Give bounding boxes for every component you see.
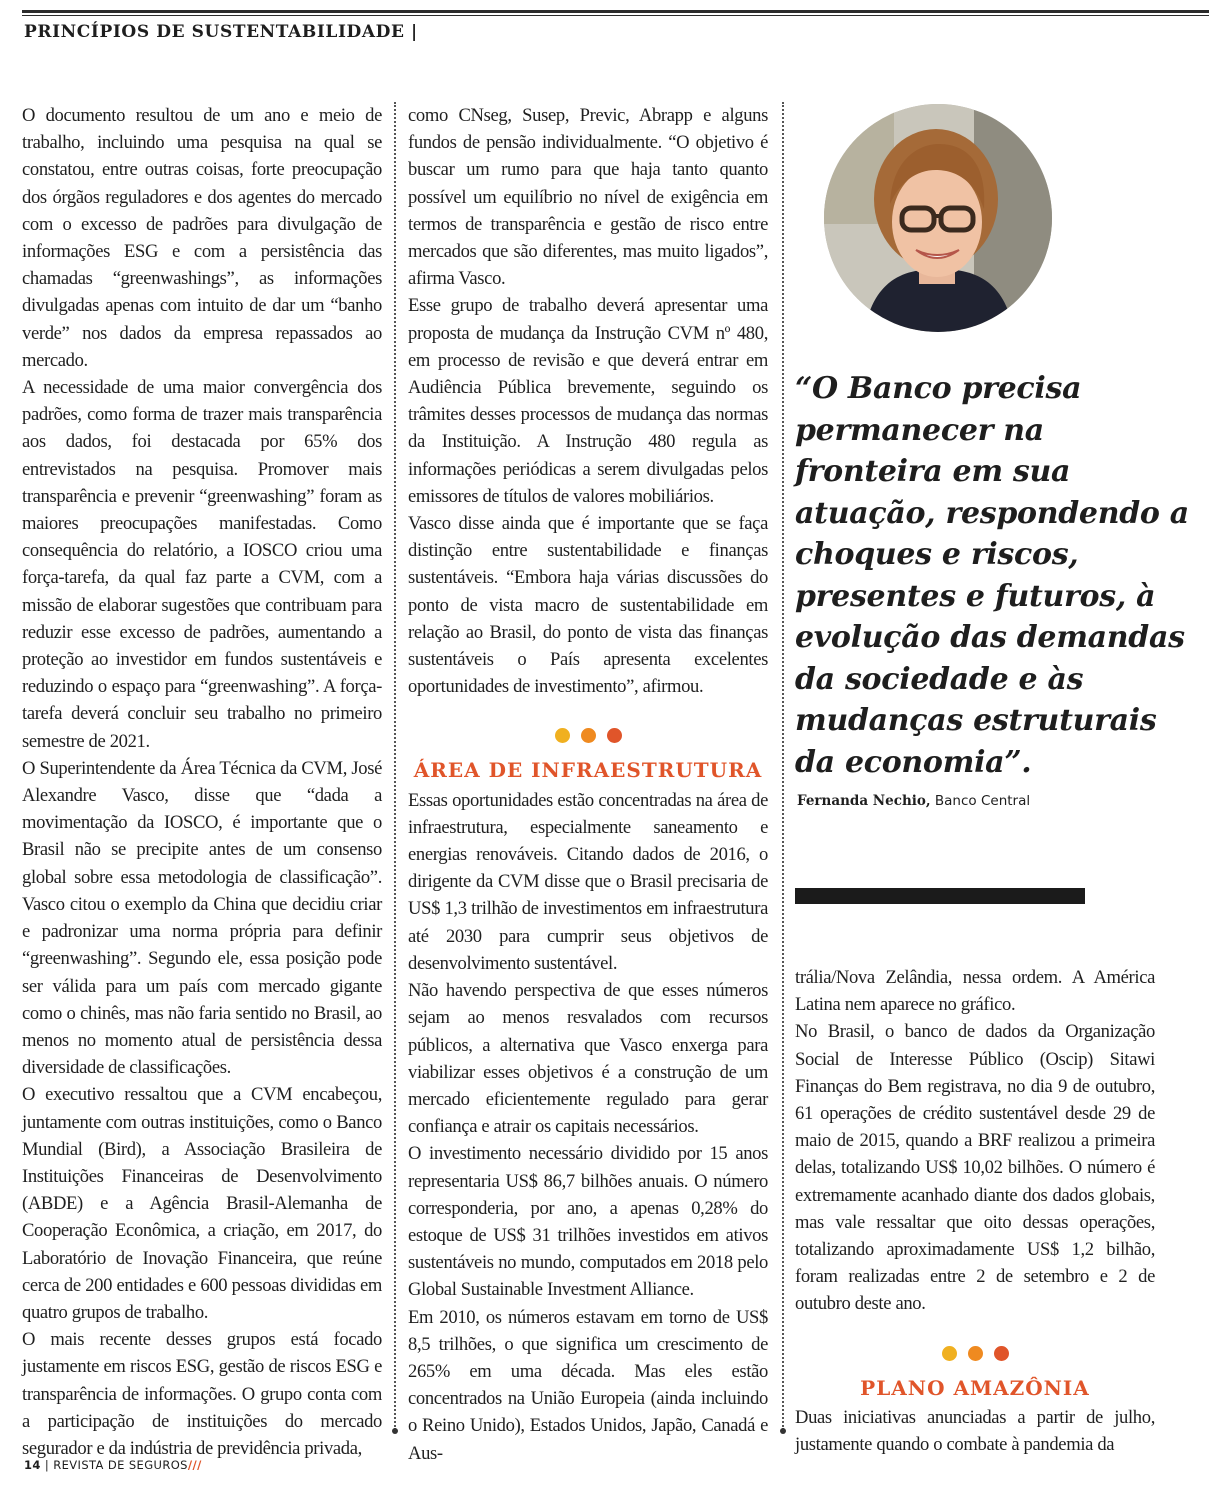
pull-quote: “O Banco precisa permanecer na fronteira em sua atuação, respondendo a choques e riscos, presentes e futuros, à evolução das demandas da sociedade e às mudanças estruturais da economia”. [795,371,1189,780]
article-column-2 [408,102,768,1467]
quote-author-name: Fernanda Nechio, [797,793,931,809]
decorative-black-bar [795,888,1085,904]
portrait-photo [824,104,1052,332]
paragraph: Duas iniciativas anunciadas a partir de julho, justamente quando o combate à pandemia da [795,1406,1155,1456]
paragraph: A necessidade de uma maior convergência dos padrões, como forma de trazer mais transparência aos dados, foi destacada por 65% dos entrevistados na pesquisa. Promover mais transparência e prevenir “greenwashing” foram as maiores preocupações manifestadas. Como consequência do relatório, a IOSCO criou uma força-tarefa, da qual faz parte a CVM, com a missão de elaborar sugestões que contribuam para reduzir esse excesso de padrões, aumentando a proteção ao investidor em fundos sustentáveis e reduzindo o espaço para “greenwashing”. A força-tarefa deverá concluir seu trabalho no primeiro semestre de 2021. [22,377,382,752]
section-dots-ornament [795,1346,1155,1361]
ornament-dot [994,1346,1009,1361]
page-footer [24,1458,202,1472]
paragraph: O Superintendente da Área Técnica da CVM, José Alexandre Vasco, disse que “dada a movimentação da IOSCO, é importante que o Brasil não se precipite antes de um consenso global sobre essa metodologia de classificação”. Vasco citou o exemplo da China que decidiu criar e padronizar uma norma própria para definir “greenwashing”. Segundo ele, essa posição pode ser válida para um país com mercado gigante como o chinês, mas não faria sentido no Brasil, ao menos no momento atual de persistência dessa diversidade de classificações. [22,757,382,1079]
paragraph: O documento resultou de um ano e meio de trabalho, incluindo uma pesquisa na qual se constatou, entre outras coisas, forte preocupação dos órgãos reguladores e dos agentes do mercado com o excesso de padrões para divulgação de informações ESG e com a persistência das chamadas “greenwashings”, as informações divulgadas apenas com intuito de dar um “banho verde” nos dados da empresa repassados ao mercado. [22,105,382,371]
ornament-dot [607,728,622,743]
paragraph: No Brasil, o banco de dados da Organização Social de Interesse Público (Oscip) Sitawi Finanças do Bem registrava, no dia 9 de outubro, 61 operações de crédito sustentável desde 29 de maio de 2015, quando a BRF realizou a primeira delas, totalizando US$ 10,02 bilhões. O número é extremamente acanhado diante dos dados globais, mas vale ressaltar que oito dessas operações, totalizando aproximadamente US$ 1,2 bilhão, foram realizadas entre 2 de setembro e 2 de outubro deste ano. [795,1021,1155,1315]
paragraph: Em 2010, os números estavam em torno de US$ 8,5 trilhões, o que significa um crescimento de 265% em uma década. Mas eles estão concentrados na União Europeia (ainda incluindo o Reino Unido), Estados Unidos, Japão, Canadá e Aus- [408,1306,768,1464]
footer-slashes: /// [187,1458,202,1472]
divider-end-dot [780,1428,786,1434]
paragraph: O investimento necessário dividido por 15 anos representaria US$ 86,7 bilhões anuais. O número corresponderia, por ano, a apenas 0,28% do estoque de US$ 31 trilhões investidos em ativos sustentáveis no mundo, computados em 2018 pelo Global Sustainable Investment Alliance. [408,1143,768,1301]
ornament-dot [942,1346,957,1361]
paragraph: Essas oportunidades estão concentradas na área de infraestrutura, especialmente saneamento e energias renováveis. Citando dados de 2016, o dirigente da CVM disse que o Brasil precisaria de US$ 1,3 trilhão de investimentos em infraestrutura até 2030 para cumprir seus objetivos de desenvolvimento sustentável. [408,789,768,974]
section-dots-ornament [408,728,768,743]
column-divider-dotted [782,102,784,1430]
article-column-3 [795,964,1155,1458]
subheading-infraestrutura: ÁREA DE INFRAESTRUTURA [413,758,763,783]
paragraph: Esse grupo de trabalho deverá apresentar uma proposta de mudança da Instrução CVM nº 480, em processo de revisão e que deverá entrar em Audiência Pública brevemente, seguindo os trâmites desses processos de mudança das normas da Instituição. A Instrução 480 regula as informações periódicas a serem divulgadas pelos emissores de títulos de valores mobiliários. [408,295,768,507]
ornament-dot [555,728,570,743]
paragraph: como CNseg, Susep, Previc, Abrapp e alguns fundos de pensão individualmente. “O objetivo é buscar um rumo para que haja tanto quanto possível um equilíbrio no nível de exigência em termos de transparência e gestão de risco entre mercados que são diferentes, mas muito ligados”, afirma Vasco. [408,105,768,290]
paragraph: Não havendo perspectiva de que esses números sejam ao menos resvalados com recursos públicos, a alternativa que Vasco enxerga para viabilizar esses objetivos é a construção de um mercado eficientemente regulado para gerar confiança e atrair os capitais necessários. [408,980,768,1138]
footer-separator: | [40,1458,54,1472]
page-number: 14 [24,1458,41,1472]
top-rule-thin [22,15,1209,16]
quote-author-org: Banco Central [930,793,1031,809]
portrait-illustration [824,104,1052,332]
article-column-1 [22,102,382,1462]
divider-end-dot [392,1428,398,1434]
paragraph: trália/Nova Zelândia, nessa ordem. A América Latina nem aparece no gráfico. [795,967,1155,1016]
paragraph: O executivo ressaltou que a CVM encabeçou, juntamente com outras instituições, como o Banco Mundial (Bird), a Associação Brasileira de Instituições Financeiras de Desenvolvimento (ABDE) e a Agência Brasil-Alemanha de Cooperação Econômica, a criação, em 2017, do Laboratório de Inovação Financeira, que reúne cerca de 200 entidades e 600 pessoas divididas em quatro grupos de trabalho. [22,1084,382,1323]
quote-attribution [797,793,1030,809]
subheading-plano-amazonia: PLANO AMAZÔNIA [860,1375,1090,1400]
section-title: PRINCÍPIOS DE SUSTENTABILIDADE | [24,22,418,42]
paragraph: Vasco disse ainda que é importante que se faça distinção entre sustentabilidade e finanças sustentáveis. “Embora haja várias discussões do ponto de vista macro de sustentabilidade em relação ao Brasil, do ponto de vista das finanças sustentáveis o País apresenta excelentes oportunidades de investimento”, afirmou. [408,513,768,698]
paragraph: O mais recente desses grupos está focado justamente em riscos ESG, gestão de riscos ESG e transparência de informações. O grupo conta com a participação de instituições do mercado segurador e da indústria de previdência privada, [22,1329,382,1459]
ornament-dot [581,728,596,743]
ornament-dot [968,1346,983,1361]
top-rule [22,10,1209,13]
column-divider-dotted [394,102,396,1430]
magazine-name: REVISTA DE SEGUROS [53,1458,188,1472]
